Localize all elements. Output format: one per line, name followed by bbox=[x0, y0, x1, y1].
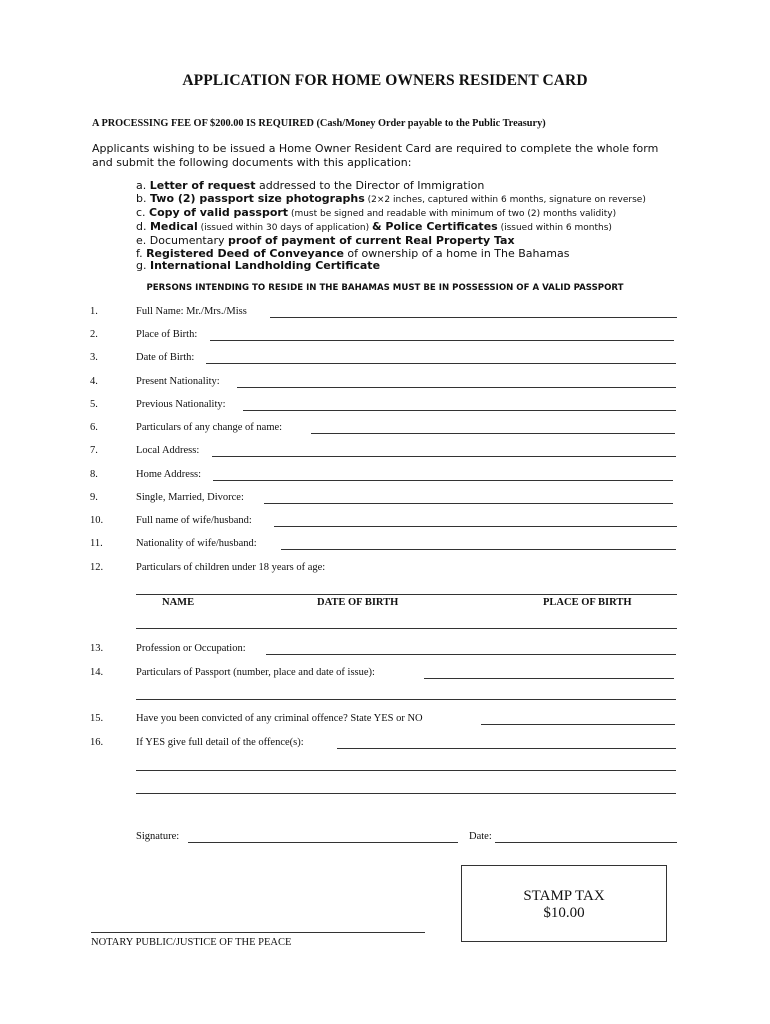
passport-particulars-input-line[interactable] bbox=[424, 678, 674, 679]
field-number: 4. bbox=[90, 376, 98, 387]
place-of-birth-input-line[interactable] bbox=[210, 340, 674, 341]
document-item-g: g. International Landholding Certificate bbox=[136, 259, 381, 273]
date-label: Date: bbox=[469, 831, 492, 842]
field-number: 10. bbox=[90, 515, 104, 526]
date-input-line[interactable] bbox=[495, 842, 677, 843]
field-label: Present Nationality: bbox=[136, 376, 220, 387]
field-number: 6. bbox=[90, 422, 98, 433]
field-number: 15. bbox=[90, 713, 104, 724]
field-number: 2. bbox=[90, 329, 98, 340]
field-label: Full name of wife/husband: bbox=[136, 515, 252, 526]
field-number: 11. bbox=[90, 538, 103, 549]
passport-notice: PERSONS INTENDING TO RESIDE IN THE BAHAMAS MUST BE IN POSSESSION OF A VALID PASSPORT bbox=[146, 283, 624, 293]
field-number: 9. bbox=[90, 492, 98, 503]
document-item-f: f. Registered Deed of Conveyance of ownership of a home in The Bahamas bbox=[136, 246, 570, 260]
passport-particulars-continuation-line[interactable] bbox=[136, 699, 676, 700]
field-label: Home Address: bbox=[136, 469, 202, 480]
field-number: 5. bbox=[90, 399, 98, 410]
children-column-date-of-birth: DATE OF BIRTH bbox=[317, 597, 399, 608]
field-number: 3. bbox=[90, 352, 98, 363]
document-item-a: a. Letter of request addressed to the Director of Immigration bbox=[136, 179, 485, 192]
field-label: Date of Birth: bbox=[136, 352, 195, 363]
signature-input-line[interactable] bbox=[188, 842, 458, 843]
children-column-place-of-birth: PLACE OF BIRTH bbox=[543, 597, 632, 608]
processing-fee-notice: A PROCESSING FEE OF $200.00 IS REQUIRED (Cash/Money Order payable to the Public Treasury) bbox=[92, 118, 546, 129]
criminal-offence-input-line[interactable] bbox=[481, 724, 675, 725]
previous-nationality-input-line[interactable] bbox=[243, 410, 676, 411]
stamp-tax-box bbox=[461, 865, 667, 942]
field-label: If YES give full detail of the offence(s): bbox=[136, 737, 304, 748]
form-title: APPLICATION FOR HOME OWNERS RESIDENT CARD bbox=[182, 72, 588, 89]
field-label: Have you been convicted of any criminal offence? State YES or NO bbox=[136, 713, 423, 724]
stamp-tax-title: STAMP TAX bbox=[523, 888, 605, 904]
field-number: 14. bbox=[90, 667, 104, 678]
field-label: Nationality of wife/husband: bbox=[136, 538, 257, 549]
document-item-e: e. Documentary proof of payment of current Real Property Tax bbox=[136, 233, 515, 247]
field-label: Single, Married, Divorce: bbox=[136, 492, 244, 503]
change-of-name-input-line[interactable] bbox=[311, 433, 675, 434]
spouse-nationality-input-line[interactable] bbox=[281, 549, 676, 550]
field-number: 12. bbox=[90, 562, 104, 573]
full-name-input-line[interactable] bbox=[270, 317, 677, 318]
local-address-input-line[interactable] bbox=[212, 456, 676, 457]
stamp-tax-amount: $10.00 bbox=[543, 905, 585, 921]
field-number: 7. bbox=[90, 445, 98, 456]
intro-paragraph: Applicants wishing to be issued a Home Owner Resident Card are required to complete the whole form and submit the following documents with this application: bbox=[92, 142, 659, 169]
offence-details-input-line[interactable] bbox=[337, 748, 676, 749]
signature-label: Signature: bbox=[136, 831, 180, 842]
field-label: Profession or Occupation: bbox=[136, 643, 246, 654]
field-label: Particulars of Passport (number, place and date of issue): bbox=[136, 667, 375, 678]
field-label: Particulars of children under 18 years of age: bbox=[136, 562, 326, 573]
field-row-children bbox=[90, 562, 678, 576]
offence-details-continuation-line[interactable] bbox=[136, 793, 676, 794]
document-item-c: c. Copy of valid passport (must be signed and readable with minimum of two (2) months validity) bbox=[136, 205, 617, 219]
field-label: Particulars of any change of name: bbox=[136, 422, 283, 433]
children-column-name: NAME bbox=[162, 597, 195, 608]
field-number: 1. bbox=[90, 306, 98, 317]
notary-label: NOTARY PUBLIC/JUSTICE OF THE PEACE bbox=[91, 937, 292, 948]
field-label: Full Name: Mr./Mrs./Miss bbox=[136, 306, 247, 317]
field-label: Previous Nationality: bbox=[136, 399, 226, 410]
occupation-input-line[interactable] bbox=[266, 654, 676, 655]
offence-details-continuation-line[interactable] bbox=[136, 770, 676, 771]
field-label: Local Address: bbox=[136, 445, 200, 456]
home-address-input-line[interactable] bbox=[213, 480, 673, 481]
children-entry-line[interactable] bbox=[136, 628, 677, 629]
present-nationality-input-line[interactable] bbox=[237, 387, 676, 388]
field-number: 16. bbox=[90, 737, 104, 748]
required-documents-list bbox=[136, 180, 696, 273]
field-label: Place of Birth: bbox=[136, 329, 198, 340]
document-item-d: d. Medical (issued within 30 days of application) & Police Certificates (issued within 6 months) bbox=[136, 219, 612, 233]
date-of-birth-input-line[interactable] bbox=[206, 363, 676, 364]
children-entry-line[interactable] bbox=[136, 594, 677, 595]
field-number: 8. bbox=[90, 469, 98, 480]
marital-status-input-line[interactable] bbox=[264, 503, 673, 504]
document-item-b: b. Two (2) passport size photographs (2×2 inches, captured within 6 months, signature on reverse) bbox=[136, 191, 646, 205]
spouse-name-input-line[interactable] bbox=[274, 526, 677, 527]
field-number: 13. bbox=[90, 643, 104, 654]
notary-signature-line[interactable] bbox=[91, 932, 425, 933]
